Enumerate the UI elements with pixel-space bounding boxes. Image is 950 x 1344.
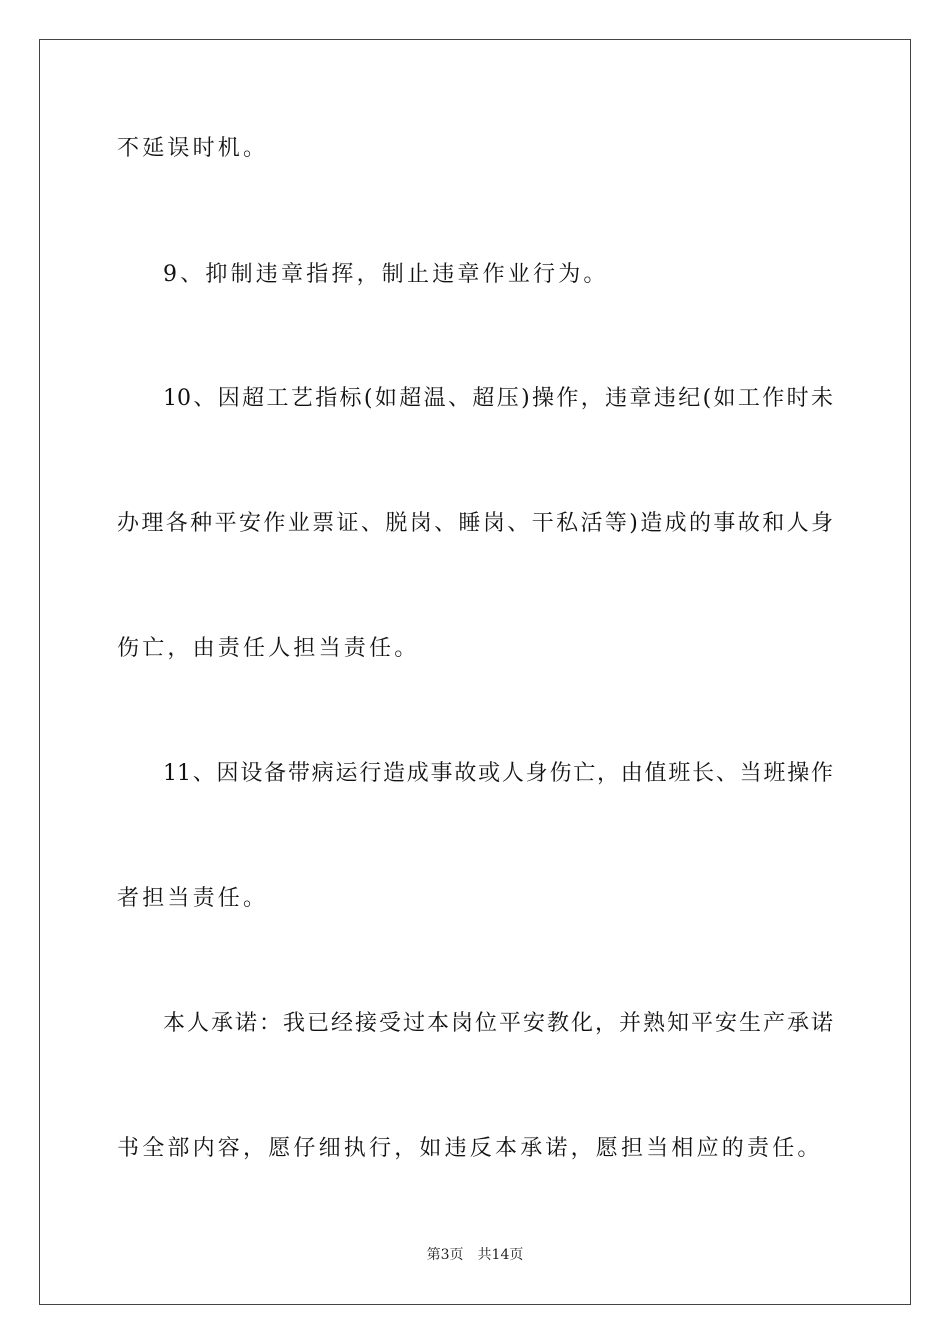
- text-line-7: 者担当责任。: [117, 886, 269, 911]
- page-frame: [39, 39, 911, 1305]
- text-line-4: 办理各种平安作业票证、脱岗、睡岗、干私活等)造成的事故和人身: [117, 511, 833, 536]
- page-current: 第3页: [426, 1247, 464, 1263]
- text-line-1: 不延误时机。: [117, 136, 269, 161]
- page-footer: [0, 1245, 950, 1265]
- text-line-2: 9、抑制违章指挥，制止违章作业行为。: [163, 262, 609, 287]
- text-line-5: 伤亡，由责任人担当责任。: [117, 636, 420, 661]
- page-total: 共14页: [477, 1247, 524, 1263]
- text-line-9: 书全部内容，愿仔细执行，如违反本承诺，愿担当相应的责任。: [117, 1136, 823, 1161]
- text-line-6: 11、因设备带病运行造成事故或人身伤亡，由值班长、当班操作: [163, 761, 833, 786]
- text-line-3: 10、因超工艺指标(如超温、超压)操作，违章违纪(如工作时未: [163, 386, 833, 411]
- text-line-8: 本人承诺：我已经接受过本岗位平安教化，并熟知平安生产承诺: [163, 1011, 833, 1036]
